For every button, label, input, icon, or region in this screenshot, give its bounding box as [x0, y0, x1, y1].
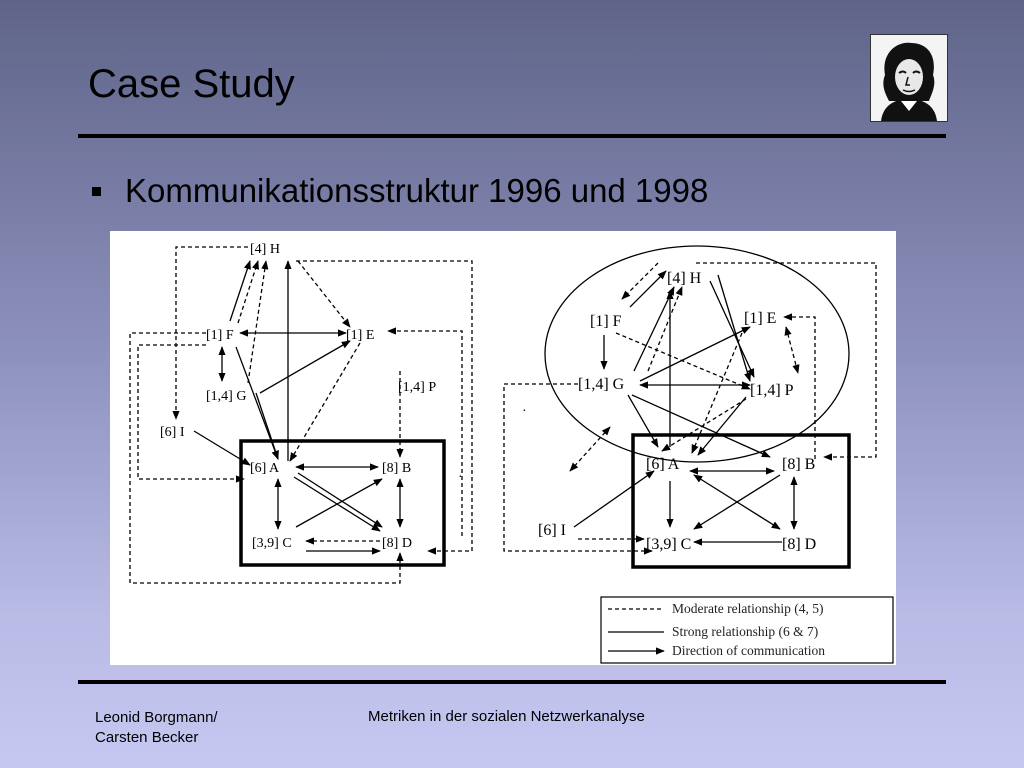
bullet-item: [92, 172, 708, 210]
portrait-logo: [870, 34, 948, 122]
node-label: [1] F: [206, 328, 234, 343]
node-label: [1,4] G: [578, 376, 625, 393]
node-label: [6] I: [160, 425, 185, 440]
node-label: [6] A: [250, 461, 280, 476]
node-label: [4] H: [667, 270, 702, 287]
footer-authors: [95, 708, 218, 748]
node-label: [8] D: [382, 536, 412, 551]
title-rule: [78, 134, 946, 138]
footer-title: Metriken in der sozialen Netzwerkanalyse: [368, 708, 645, 725]
bullet-text: Kommunikationsstruktur 1996 und 1998: [125, 172, 709, 209]
node-label: [8] B: [382, 461, 412, 476]
footer-rule: [78, 680, 946, 684]
network-figure: [110, 231, 896, 665]
legend-moderate: Moderate relationship (4, 5): [672, 601, 824, 616]
node-label: [1,4] P: [398, 380, 437, 395]
node-label: [6] I: [538, 522, 566, 539]
node-label: [4] H: [250, 242, 280, 257]
node-label: [3,9] C: [646, 536, 692, 553]
node-label: [1] F: [590, 313, 622, 330]
node-label: [1] E: [346, 328, 375, 343]
legend-direction: Direction of communication: [672, 643, 825, 658]
footer-author-line: Carsten Becker: [95, 729, 199, 746]
square-bullet-icon: [92, 187, 101, 196]
node-label: [6] A: [646, 456, 680, 473]
svg-text:·: ·: [458, 470, 463, 485]
node-label: [3,9] C: [252, 536, 292, 551]
node-label: [1] E: [744, 310, 777, 327]
node-label: [8] B: [782, 456, 816, 473]
node-label: [1,4] G: [206, 389, 247, 404]
node-label: [1,4] P: [750, 382, 794, 399]
legend-strong: Strong relationship (6 & 7): [672, 624, 819, 639]
footer-author-line: Leonid Borgmann/: [95, 709, 218, 726]
node-label: [8] D: [782, 536, 817, 553]
svg-text:·: ·: [522, 404, 527, 419]
slide-title: Case Study: [88, 62, 295, 106]
